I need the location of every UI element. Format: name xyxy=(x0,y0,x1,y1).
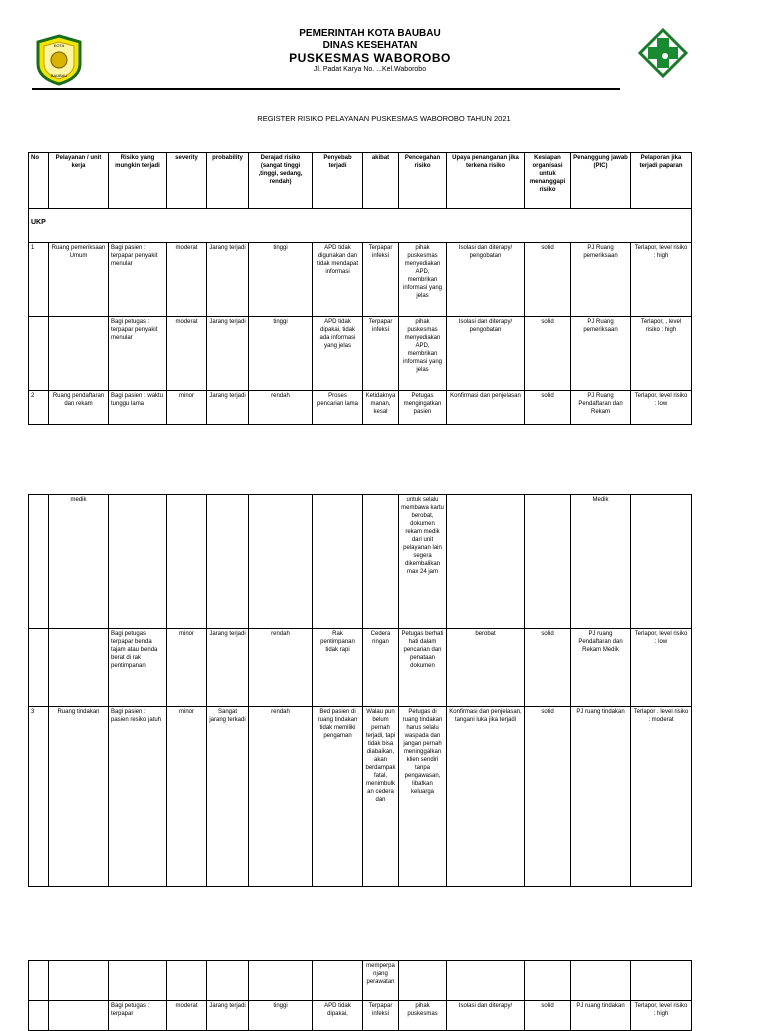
table-cell: Terpapar infeksi xyxy=(363,317,399,391)
table-cell: Ruang tindakan xyxy=(49,707,109,887)
document-title: REGISTER RISIKO PELAYANAN PUSKESMAS WABOROBO TAHUN 2021 xyxy=(257,114,511,123)
table-cell: Terpapar infeksi xyxy=(363,243,399,317)
table-cell xyxy=(29,317,49,391)
letterhead-rule xyxy=(32,88,620,90)
table-cell: rendah xyxy=(249,707,313,887)
risk-register-table-continued-2 xyxy=(28,960,692,1031)
table-cell: moderat xyxy=(167,1001,207,1031)
table-cell xyxy=(109,495,167,629)
column-header: Risiko yang mungkin terjadi xyxy=(109,153,167,209)
column-header: Derajad risiko (sangat tinggi ,tinggi, sedang, rendah) xyxy=(249,153,313,209)
table-cell: 3 xyxy=(29,707,49,887)
city-emblem-logo xyxy=(34,34,84,91)
table-cell: minor xyxy=(167,391,207,425)
table-cell xyxy=(29,1001,49,1031)
table-cell: Jarang terjadi xyxy=(207,243,249,317)
table-cell: Konfirmasi dan penjelasan, tangani luka jika terjadi xyxy=(447,707,525,887)
table-cell xyxy=(447,961,525,1001)
table-cell xyxy=(525,961,571,1001)
table-cell: PJ ruang Pendaftaran dan Rekam Medik xyxy=(571,629,631,707)
table-cell: APD tidak dipakai, tidak ada informasi yang jelas xyxy=(313,317,363,391)
table-cell xyxy=(313,495,363,629)
table-cell: solid xyxy=(525,629,571,707)
table-cell: APD tidak dipakai, xyxy=(313,1001,363,1031)
table-cell: Bagi petugas : terpapar xyxy=(109,1001,167,1031)
table-cell: APD tidak digunakan dan tidak mendapat informasi xyxy=(313,243,363,317)
risk-register-table xyxy=(28,152,692,425)
column-header: Pelayanan / unit kerja xyxy=(49,153,109,209)
table-cell: Medik xyxy=(571,495,631,629)
table-cell: Proses pencarian lama xyxy=(313,391,363,425)
table-cell xyxy=(49,317,109,391)
address: Jl. Padat Karya No. ...Kel.Waborobo xyxy=(313,66,427,73)
table-cell xyxy=(207,495,249,629)
table-cell: Ruang pendaftaran dan rekam xyxy=(49,391,109,425)
table-cell: Petugas di ruang tindakan harus selalu waspada dan jangan pernah meninggalkan klien sendiri tanpa pengawasan, libatkan keluarga xyxy=(399,707,447,887)
table-row xyxy=(29,961,692,1001)
table-cell: berobat xyxy=(447,629,525,707)
table-cell xyxy=(631,961,692,1001)
column-header: Pencegahan risiko xyxy=(399,153,447,209)
table-cell: PJ Ruang pemeriksaan xyxy=(571,243,631,317)
table-cell: Konfirmasi dan penjelasan xyxy=(447,391,525,425)
table-cell xyxy=(571,961,631,1001)
table-cell: Jarang terjadi xyxy=(207,1001,249,1031)
table-cell xyxy=(249,495,313,629)
table-cell xyxy=(249,961,313,1001)
table-cell: Terlapor, , level risiko : high xyxy=(631,317,692,391)
table-cell: Bagi petugas : terpapar penyakit menular xyxy=(109,317,167,391)
table-cell: PJ Ruang Pendaftaran dan Rekam xyxy=(571,391,631,425)
table-cell xyxy=(29,629,49,707)
table-cell xyxy=(29,495,49,629)
table-cell xyxy=(207,961,249,1001)
logo-text-top: KOTA xyxy=(53,43,65,48)
table-cell: minor xyxy=(167,707,207,887)
risk-register-table-continued xyxy=(28,494,692,887)
table-cell xyxy=(49,1001,109,1031)
table-cell: tinggi xyxy=(249,1001,313,1031)
table-cell: Bagi pasien : pasien resiko jatuh xyxy=(109,707,167,887)
table-cell: Isolasi dan diterapy/ pengobatan xyxy=(447,317,525,391)
document-page-1 xyxy=(0,0,768,440)
column-header: severity xyxy=(167,153,207,209)
table-row xyxy=(29,243,692,317)
table-cell: Terlapor, level risiko : high xyxy=(631,243,692,317)
table-cell: minor xyxy=(167,629,207,707)
table-cell: Bagi pasien : waktu tunggu lama xyxy=(109,391,167,425)
table-cell xyxy=(525,495,571,629)
table-cell xyxy=(631,495,692,629)
gov-name: PEMERINTAH KOTA BAUBAU xyxy=(299,28,441,39)
column-header: Upaya penanganan jika terkena risiko xyxy=(447,153,525,209)
table-cell xyxy=(49,961,109,1001)
table-cell: Rak pentimpanan tidak rapi xyxy=(313,629,363,707)
table-cell: medik xyxy=(49,495,109,629)
table-cell: PJ ruang tindakan xyxy=(571,1001,631,1031)
table-cell: untuk selalu membawa kartu berobat, dokumen rekam medik dari unit pelayanan lain segera dikembalikan max 24 jam xyxy=(399,495,447,629)
table-cell xyxy=(399,961,447,1001)
table-cell: 2 xyxy=(29,391,49,425)
table-cell: 1 xyxy=(29,243,49,317)
table-cell: solid xyxy=(525,707,571,887)
table-cell: Cedera ringan xyxy=(363,629,399,707)
table-cell: solid xyxy=(525,317,571,391)
table-cell: Walau pun belum pernah terjadi, tapi tidak bisa diabaikan, akan berdampak fatal, menimbulkan cedera dan xyxy=(363,707,399,887)
table-row xyxy=(29,495,692,629)
table-cell: Terlapor, level risiko : low xyxy=(631,391,692,425)
column-header: Penanggung jawab (PIC) xyxy=(571,153,631,209)
table-cell xyxy=(313,961,363,1001)
table-cell: Ruang pemeriksaan Umum xyxy=(49,243,109,317)
table-cell xyxy=(29,961,49,1001)
table-cell xyxy=(49,629,109,707)
logo-text-bottom: BAUBAU xyxy=(50,73,68,78)
table-cell: tinggi xyxy=(249,317,313,391)
column-header: Kesiapan organisasi untuk menanggapi risiko xyxy=(525,153,571,209)
table-cell: Petugas berhati hati dalam pencarian dan penataan dokumen xyxy=(399,629,447,707)
column-header: No xyxy=(29,153,49,209)
table-cell xyxy=(447,495,525,629)
table-header-row xyxy=(29,153,692,209)
document-page-3 xyxy=(0,960,768,1024)
document-page-2 xyxy=(0,440,768,960)
column-header: Penyebab terjadi xyxy=(313,153,363,209)
table-cell: solid xyxy=(525,391,571,425)
table-cell xyxy=(363,495,399,629)
table-cell: Petugas mengingatkan pasien xyxy=(399,391,447,425)
health-cross-logo xyxy=(638,28,688,83)
table-cell: memperpanjang perawatan xyxy=(363,961,399,1001)
table-cell: Terlapor, level risiko : low xyxy=(631,629,692,707)
column-header: akibat xyxy=(363,153,399,209)
table-cell: rendah xyxy=(249,391,313,425)
table-cell: pihak puskesmas menyediakan APD, membrikan informasi yang jelas xyxy=(399,317,447,391)
table-cell: Jarang terjadi xyxy=(207,391,249,425)
table-cell: solid xyxy=(525,1001,571,1031)
table-row xyxy=(29,391,692,425)
section-label-ukp: UKP xyxy=(29,209,692,243)
table-cell xyxy=(167,961,207,1001)
table-cell: PJ Ruang pemeriksaan xyxy=(571,317,631,391)
table-cell: moderat xyxy=(167,243,207,317)
table-cell: Isolasi dan diterapy/ pengobatan xyxy=(447,243,525,317)
table-row xyxy=(29,629,692,707)
agency-name: DINAS KESEHATAN xyxy=(322,40,418,51)
table-cell: Bed pasien di ruang tindakan tidak memiliki pengaman xyxy=(313,707,363,887)
table-cell: Isolasi dan diterapy/ xyxy=(447,1001,525,1031)
table-cell: pihak puskesmas xyxy=(399,1001,447,1031)
table-cell xyxy=(167,495,207,629)
table-cell: Bagi pasien : terpapar penyakit menular xyxy=(109,243,167,317)
table-row xyxy=(29,1001,692,1031)
table-cell: Terpapar infeksi xyxy=(363,1001,399,1031)
table-cell: solid xyxy=(525,243,571,317)
table-row xyxy=(29,317,692,391)
table-cell: Sangat jarang terkadi xyxy=(207,707,249,887)
column-header: probability xyxy=(207,153,249,209)
table-cell: Jarang terjadi xyxy=(207,317,249,391)
table-row xyxy=(29,707,692,887)
table-cell: Jarang terjadi xyxy=(207,629,249,707)
table-cell: Terlapor, level risiko : high xyxy=(631,1001,692,1031)
table-cell: pihak puskesmas menyediakan APD, membrikan informasi yang jelas xyxy=(399,243,447,317)
column-header: Pelaporan jika terjadi paparan xyxy=(631,153,692,209)
puskesmas-name: PUSKESMAS WABOROBO xyxy=(289,51,451,65)
table-cell: rendah xyxy=(249,629,313,707)
table-cell: tinggi xyxy=(249,243,313,317)
table-cell: moderat xyxy=(167,317,207,391)
table-cell: PJ ruang tindakan xyxy=(571,707,631,887)
table-cell: Ketidaknyamanan, kesal xyxy=(363,391,399,425)
section-row xyxy=(29,209,692,243)
table-cell: Bagi petugas terpapar benda tajam atau benda berat di rak pentimpanan xyxy=(109,629,167,707)
table-cell xyxy=(109,961,167,1001)
table-cell: Terlapor . level risiko : moderat xyxy=(631,707,692,887)
letterhead xyxy=(200,28,540,76)
